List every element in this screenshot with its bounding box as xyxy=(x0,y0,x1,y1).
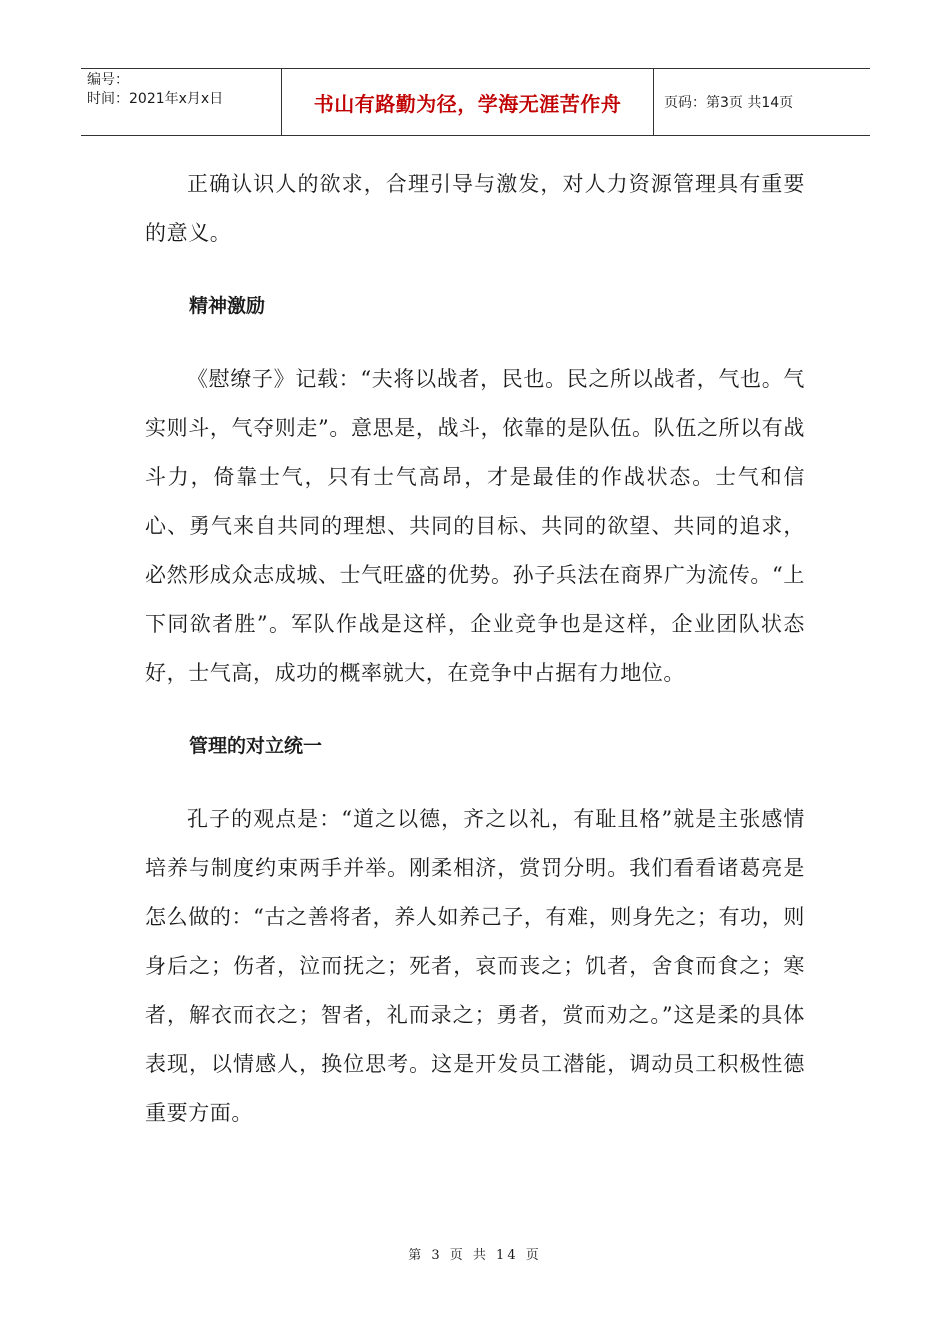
document-body xyxy=(145,160,805,1138)
page-footer: 第 3 页 共 14 页 xyxy=(408,1248,542,1263)
header-meta xyxy=(81,69,282,135)
document-number-label: 编号： xyxy=(87,72,129,88)
header-motto: 书山有路勤为径，学海无涯苦作舟 xyxy=(282,69,654,135)
document-date: 时间：2021年x月x日 xyxy=(87,91,224,107)
paragraph-unity-of-opposites: 孔子的观点是：“道之以德，齐之以礼，有耻且格”就是主张感情培养与制度约束两手并举。刚柔相济，赏罚分明。我们看看诸葛亮是怎么做的：“古之善将者，养人如养己子，有难，则身先之；有功，则身后之；伤者，泣而抚之；死者，哀而丧之；饥者，舍食而食之；寒者，解衣而衣之；智者，礼而录之；勇者，赏而劝之。”这是柔的具体表现，以情感人，换位思考。这是开发员工潜能，调动员工积极性德重要方面。 xyxy=(145,807,805,1125)
paragraph-intro: 正确认识人的欲求，合理引导与激发，对人力资源管理具有重要的意义。 xyxy=(145,172,805,245)
paragraph-spiritual-motivation: 《慰缭子》记载：“夫将以战者，民也。民之所以战者，气也。气实则斗，气夺则走”。意思是，战斗，依靠的是队伍。队伍之所以有战斗力，倚靠士气，只有士气高昂，才是最佳的作战状态。士气和信心、勇气来自共同的理想、共同的目标、共同的欲望、共同的追求，必然形成众志成城、士气旺盛的优势。孙子兵法在商界广为流传。“上下同欲者胜”。军队作战是这样，企业竞争也是这样，企业团队状态好，士气高，成功的概率就大，在竞争中占据有力地位。 xyxy=(145,367,805,685)
header-page-info: 页码：第3页 共14页 xyxy=(664,95,794,111)
page-header xyxy=(81,68,870,136)
section-heading-spiritual-motivation: 精神激励 xyxy=(189,295,266,317)
section-heading-unity-of-opposites: 管理的对立统一 xyxy=(189,735,323,757)
